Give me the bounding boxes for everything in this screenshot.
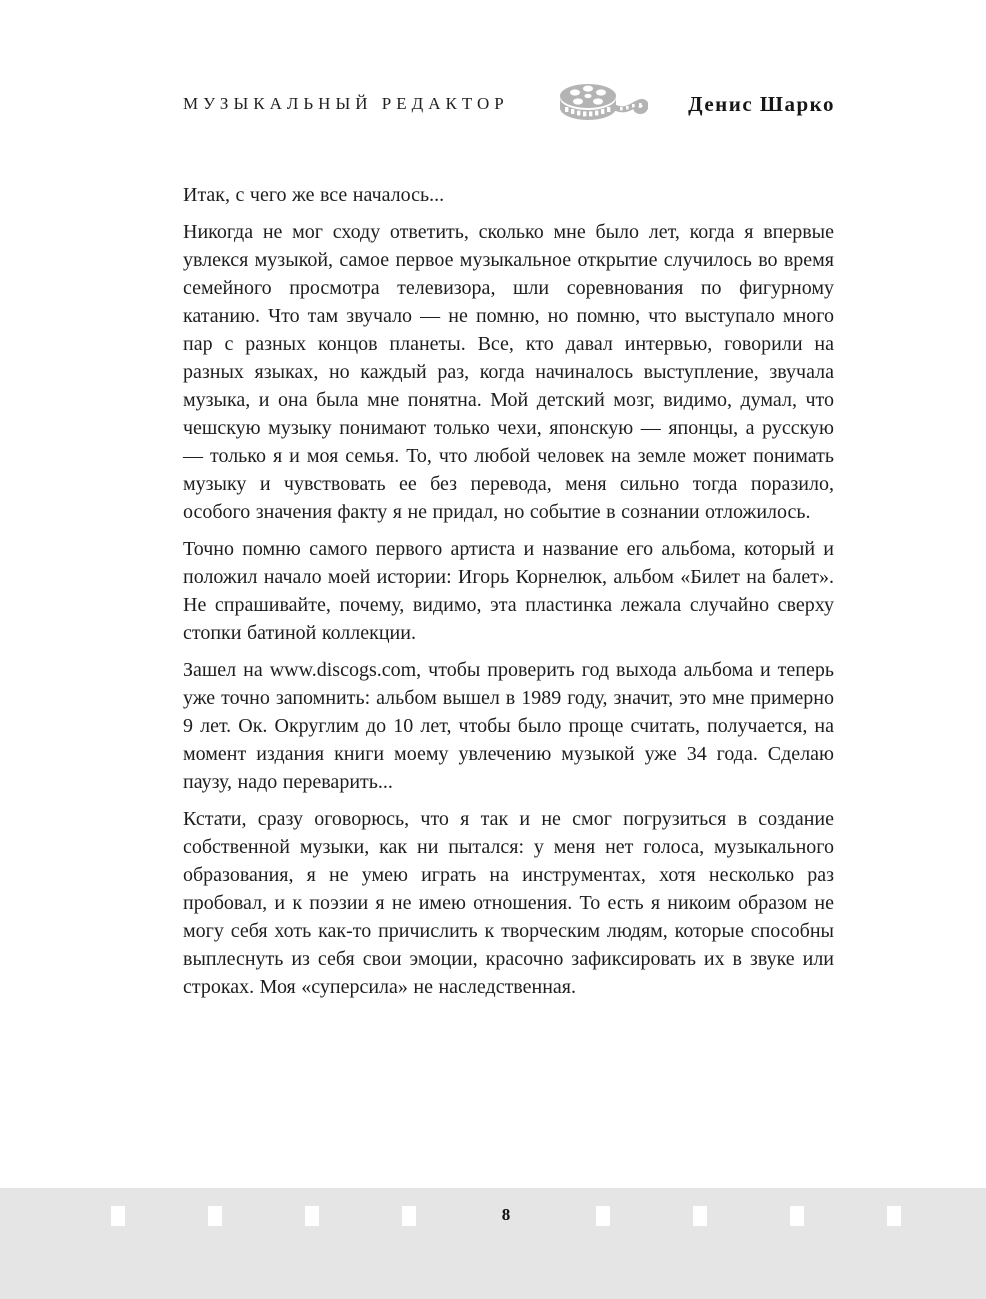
sprocket-hole xyxy=(111,1206,125,1226)
body-paragraph: Никогда не мог сходу ответить, сколько мне было лет, когда я впервые увлекся музыкой, самое первое музыкальное открытие случилось во время семейного просмотра телевизора, шли соревнования по фигурному катанию. Что там звучало — не помню, но помню, что выступало много пар с разных концов планеты. Все, кто давал интервью, говорили на разных языках, но каждый раз, когда начиналось выступление, звучала музыка, и она была мне понятна. Мой детский мозг, видимо, думал, что чешскую музыку понимают только чехи, японскую — японцы, а русскую — только я и моя семья. То, что любой человек на земле может понимать музыку и чувствовать ее без перевода, меня сильно тогда поразило, особого значения факту я не придал, но событие в сознании отложилось. xyxy=(183,221,834,523)
body-paragraph: Зашел на www.discogs.com, чтобы проверить год выхода альбома и теперь уже точно запомнить: альбом вышел в 1989 году, значит, это мне примерно 9 лет. Ок. Округлим до 10 лет, чтобы было проще считать, получается, на момент издания книги моему увлечению музыкой уже 34 года. Сделаю паузу, надо переварить... xyxy=(183,659,834,793)
page-number: 8 xyxy=(501,1205,511,1224)
film-reel-icon xyxy=(556,81,648,127)
sprocket-hole xyxy=(693,1206,707,1226)
sprocket-hole xyxy=(887,1206,901,1226)
running-head xyxy=(183,80,835,128)
sprocket-hole xyxy=(305,1206,319,1226)
body-paragraph: Итак, с чего же все началось... xyxy=(183,184,445,206)
sprocket-hole xyxy=(402,1206,416,1226)
running-title: МУЗЫКАЛЬНЫЙ РЕДАКТОР xyxy=(183,94,509,113)
author-name: Денис Шарко xyxy=(688,91,835,116)
sprocket-hole xyxy=(208,1206,222,1226)
body-text xyxy=(183,181,834,1001)
sprocket-hole xyxy=(596,1206,610,1226)
footer-film-strip xyxy=(0,1188,986,1299)
sprocket-hole xyxy=(790,1206,804,1226)
body-paragraph: Кстати, сразу оговорюсь, что я так и не смог погрузиться в создание собственной музыки, как ни пытался: у меня нет голоса, музыкального образования, я не умею играть на инструментах, хотя несколько раз пробовал, и к поэзии я не имею отношения. То есть я никоим образом не могу себя хоть как-то причислить к творческим людям, которые способны выплеснуть из себя свои эмоции, красочно зафиксировать их в звуке или строках. Моя «суперсила» не наследственная. xyxy=(183,808,834,998)
body-paragraph: Точно помню самого первого артиста и название его альбома, который и положил начало моей истории: Игорь Корнелюк, альбом «Билет на балет». Не спрашивайте, почему, видимо, эта пластинка лежала случайно сверху стопки батиной коллекции. xyxy=(183,538,834,644)
